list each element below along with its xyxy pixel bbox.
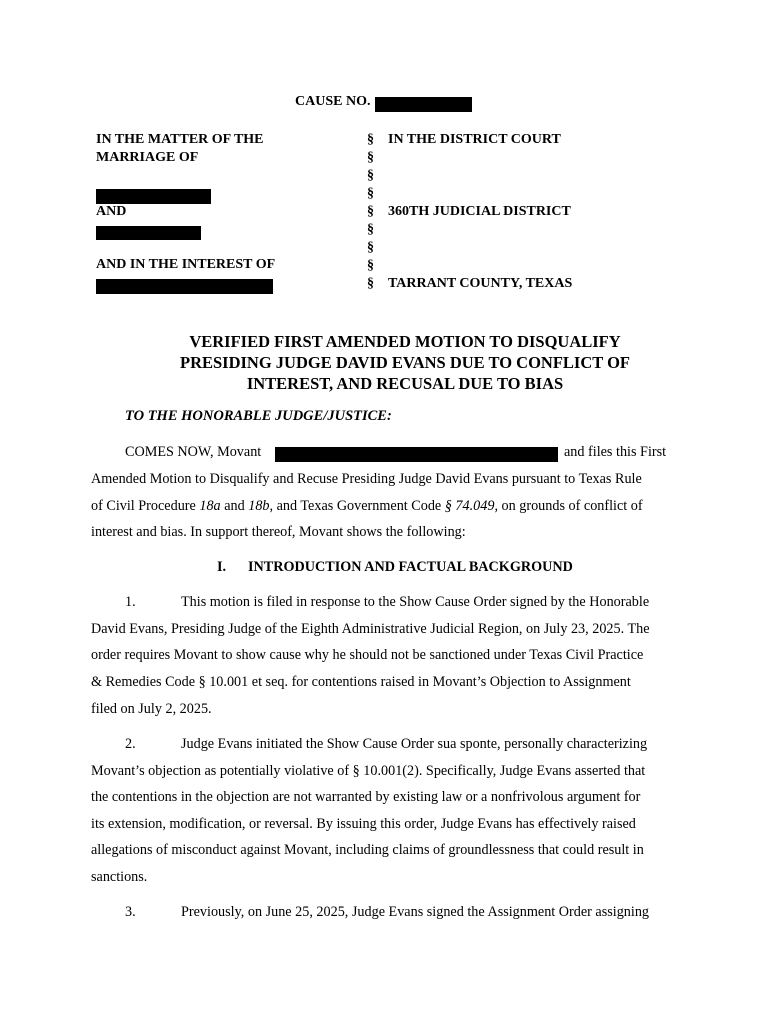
- section-symbol: §: [367, 276, 374, 291]
- paragraph-number: 1.: [125, 594, 136, 610]
- intro-line-4: interest and bias. In support thereof, Movant shows the following:: [91, 524, 466, 540]
- paragraph-line: its extension, modification, or reversal. By issuing this order, Judge Evans has effectively raised: [91, 816, 636, 832]
- caption-right-district: 360TH JUDICIAL DISTRICT: [388, 204, 571, 219]
- section-symbol: §: [367, 186, 374, 201]
- paragraph-line: the contentions in the objection are not warranted by existing law or a nonfrivolous argument for: [91, 789, 641, 805]
- rule-18b: 18b: [248, 498, 270, 514]
- section-symbol: §: [367, 150, 374, 165]
- paragraph-line: Movant’s objection as potentially violative of § 10.001(2). Specifically, Judge Evans asserted that: [91, 763, 646, 779]
- intro-line-1b: and files this First: [564, 444, 667, 460]
- redaction-child: [96, 279, 273, 294]
- caption-left-interest: AND IN THE INTEREST OF: [96, 257, 276, 272]
- caption-left-and: AND: [96, 204, 127, 219]
- cause-number: [295, 94, 370, 110]
- intro-line-1a: COMES NOW, Movant: [125, 444, 262, 460]
- intro-text: of Civil Procedure: [91, 498, 200, 514]
- caption-right-court: IN THE DISTRICT COURT: [388, 132, 561, 147]
- section-symbol: §: [367, 258, 374, 273]
- paragraph-line: allegations of misconduct against Movant, including claims of groundlessness that could result in: [91, 842, 644, 858]
- intro-text: , on grounds of conflict of: [494, 498, 643, 514]
- intro-line-2: Amended Motion to Disqualify and Recuse Presiding Judge David Evans pursuant to Texas Rule: [91, 471, 642, 487]
- paragraph-number: 2.: [125, 736, 136, 752]
- redaction-movant: [275, 447, 558, 462]
- paragraph-line: & Remedies Code § 10.001 et seq. for contentions raised in Movant’s Objection to Assignment: [91, 674, 631, 690]
- intro-text: , and Texas Government Code: [269, 498, 445, 514]
- redaction-party-2: [96, 226, 201, 240]
- title-line: VERIFIED FIRST AMENDED MOTION TO DISQUALIFY: [189, 332, 621, 351]
- rule-18a: 18a: [199, 498, 221, 514]
- section-symbol: §: [367, 240, 374, 255]
- intro-line-3: [91, 498, 643, 515]
- section-symbol: §: [367, 204, 374, 219]
- caption-right-county: TARRANT COUNTY, TEXAS: [388, 276, 573, 291]
- motion-title: [120, 331, 690, 394]
- paragraph-line: This motion is filed in response to the Show Cause Order signed by the Honorable: [181, 594, 650, 610]
- section-heading: INTRODUCTION AND FACTUAL BACKGROUND: [248, 559, 573, 575]
- paragraph-line: order requires Movant to show cause why he should not be sanctioned under Texas Civil Practice: [91, 647, 644, 663]
- cause-no-label: CAUSE NO.: [295, 94, 371, 109]
- paragraph-line: Previously, on June 25, 2025, Judge Evans signed the Assignment Order assigning: [181, 904, 650, 920]
- gov-code-section: § 74.049: [444, 498, 495, 514]
- section-symbol: §: [367, 222, 374, 237]
- redaction-party-1: [96, 189, 211, 204]
- intro-text: and: [220, 498, 249, 514]
- paragraph-line: Judge Evans initiated the Show Cause Order sua sponte, personally characterizing: [181, 736, 648, 752]
- section-symbol: §: [367, 132, 374, 147]
- paragraph-number: 3.: [125, 904, 136, 920]
- title-line: PRESIDING JUDGE DAVID EVANS DUE TO CONFLICT OF: [179, 353, 631, 372]
- caption-left-matter-2: MARRIAGE OF: [96, 150, 199, 165]
- section-number: I.: [217, 559, 227, 575]
- title-line: INTEREST, AND RECUSAL DUE TO BIAS: [246, 374, 564, 393]
- paragraph-line: sanctions.: [91, 869, 148, 885]
- paragraph-line: David Evans, Presiding Judge of the Eighth Administrative Judicial Region, on July 23, 2025. The: [91, 621, 650, 637]
- redaction-cause-number: [375, 97, 472, 112]
- caption-left-matter-1: IN THE MATTER OF THE: [96, 132, 264, 147]
- section-symbol: §: [367, 168, 374, 183]
- paragraph-line: filed on July 2, 2025.: [91, 701, 212, 717]
- salutation: TO THE HONORABLE JUDGE/JUSTICE:: [125, 408, 392, 424]
